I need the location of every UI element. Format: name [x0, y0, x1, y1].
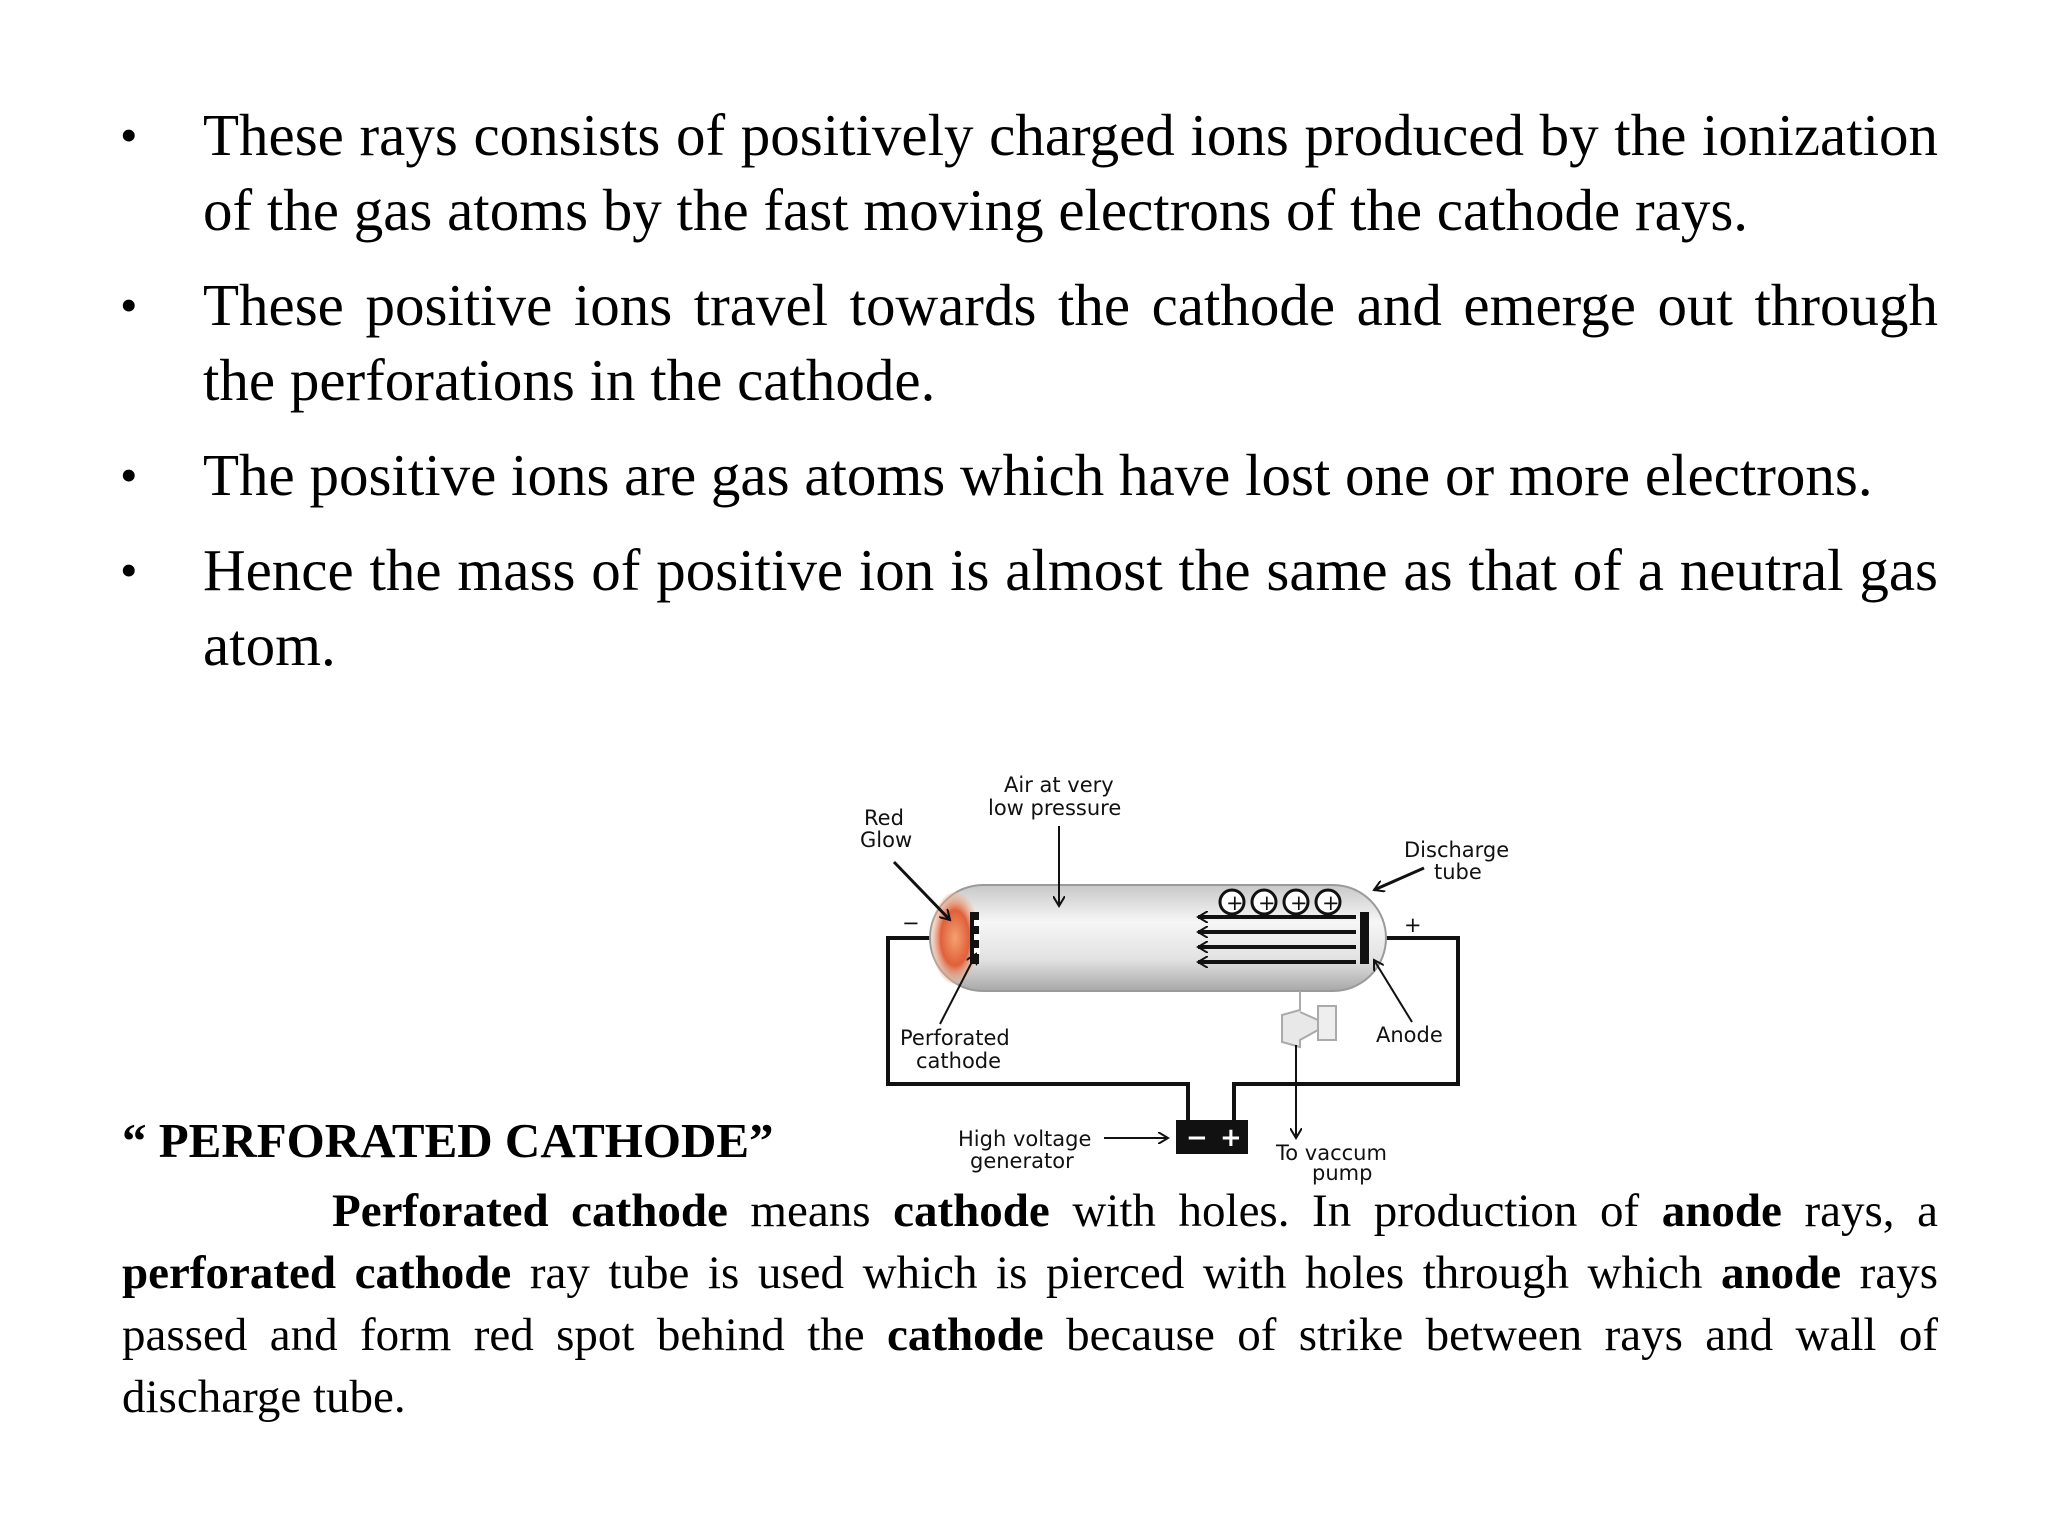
bullet-item-2: [120, 268, 1938, 418]
bullet-dot: •: [120, 107, 138, 163]
discharge-tube-pointer: [1374, 868, 1424, 890]
label-air-pressure: Air at very: [1004, 773, 1114, 797]
ion-sign: +: [1226, 891, 1244, 915]
label-vacuum-pump: To vaccum: [1276, 1141, 1387, 1165]
hv-generator-plus: +: [1220, 1123, 1242, 1153]
label-red-glow: Glow: [860, 828, 913, 852]
ion-sign: +: [1258, 891, 1276, 915]
label-air-pressure: low pressure: [988, 796, 1122, 820]
paragraph-text: because of strike between rays and wall of discharge tube.: [122, 1309, 1938, 1423]
ion-sign: +: [1322, 891, 1340, 915]
bold-term: anode: [1661, 1185, 1782, 1237]
label-hv-generator: High voltage: [958, 1127, 1092, 1151]
bold-term: cathode: [887, 1309, 1044, 1361]
label-perforated-cathode: Perforated: [900, 1026, 1010, 1050]
bullet-text: These positive ions travel towards the cathode and emerge out through the perforations in the cathode.: [203, 272, 1938, 413]
bullet-text: Hence the mass of positive ion is almost the same as that of a neutral gas atom.: [203, 537, 1938, 678]
label-vacuum-pump: pump: [1312, 1161, 1373, 1185]
paragraph-text: with holes. In production of: [1049, 1185, 1662, 1237]
bullet-dot: •: [120, 542, 138, 598]
bullet-text: The positive ions are gas atoms which have lost one or more electrons.: [203, 442, 1873, 508]
cathode-hole: [974, 948, 980, 954]
ion-sign: +: [1290, 891, 1308, 915]
label-anode: Anode: [1376, 1023, 1443, 1047]
cathode-terminal-sign: −: [902, 911, 920, 935]
anode-terminal-sign: +: [1404, 913, 1422, 937]
anode-plate: [1360, 912, 1369, 964]
bullet-dot: •: [120, 277, 138, 333]
label-perforated-cathode: cathode: [916, 1049, 1002, 1073]
anode-pointer: [1374, 960, 1412, 1022]
label-hv-generator: generator: [970, 1149, 1074, 1173]
bullet-item-1: [120, 98, 1938, 248]
cathode-hole: [974, 934, 980, 940]
perforated-cathode-paragraph: [122, 1180, 1938, 1428]
paragraph-text: rays passed and form red spot behind the: [122, 1247, 1938, 1361]
bullet-list: [120, 98, 1938, 703]
label-discharge-tube: Discharge: [1404, 838, 1510, 862]
paragraph-text: rays, a: [1781, 1185, 1939, 1237]
bold-term: anode: [1720, 1247, 1842, 1299]
label-discharge-tube: tube: [1434, 860, 1482, 884]
pump-valve-handle: [1318, 1006, 1336, 1040]
bold-term: Perforated cathode: [332, 1185, 728, 1237]
label-red-glow: Red: [864, 806, 904, 830]
paragraph-text: means: [727, 1185, 894, 1237]
paragraph-text: ray tube is used which is pierced with holes through which: [511, 1247, 1721, 1299]
bullet-item-4: [120, 533, 1938, 683]
cathode-hole: [974, 920, 980, 926]
bold-term: perforated cathode: [122, 1247, 512, 1299]
discharge-tube-diagram: [840, 760, 1560, 1200]
bullet-text: These rays consists of positively charged ions produced by the ionization of the gas atoms by the fast moving electrons of the cathode rays.: [203, 102, 1938, 243]
bullet-item-3: [120, 438, 1938, 513]
section-heading: “ PERFORATED CATHODE”: [122, 1113, 774, 1168]
bold-term: cathode: [893, 1185, 1050, 1237]
bullet-dot: •: [120, 447, 138, 503]
pump-valve: [1282, 991, 1318, 1047]
hv-generator-minus: −: [1186, 1123, 1208, 1153]
